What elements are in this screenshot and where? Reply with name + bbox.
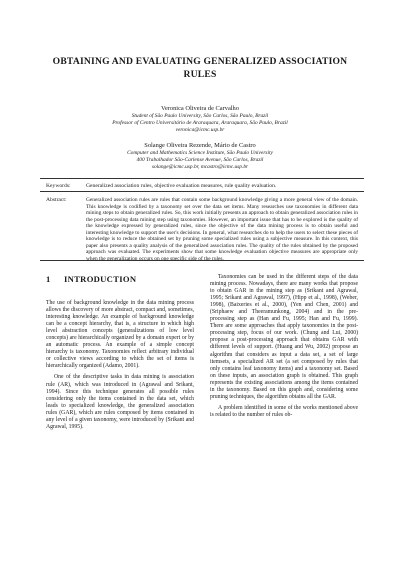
author-affiliation: Student of São Paulo University, São Carlos, São Paulo, Brazil bbox=[131, 113, 269, 119]
author-email: veronica@icmc.usp.br bbox=[175, 127, 225, 133]
body-paragraph: One of the descriptive tasks in data mining is association rule (AR), which was introduced in (Agrawal and Srikant, 1994). Since this technique generates all possible rules considering only the items contained in the data set, which leads to specialized knowledge, the generalized association rules (GAR), which are rules composed by items contained in any level of a given taxonomy, were introduced by (Srikant and Agrawal, 1995). bbox=[46, 374, 194, 430]
left-column bbox=[46, 274, 194, 435]
author-name: Solange Oliveira Rezende, Mário de Castro bbox=[144, 142, 256, 149]
body-paragraph: A problem identified in some of the works mentioned above is related to the number of rules ob- bbox=[210, 404, 358, 418]
author-affiliation: Professor of Centro Universitário de Araraquara, Araraquara, São Paulo, Brazil bbox=[112, 120, 288, 126]
abstract-label: Abstract: bbox=[46, 197, 67, 203]
abstract-text: Generalized association rules are rules that contain some background knowledge giving a more general view of the domain. This knowledge is codified by a taxonomy set over the data set items. Many researches use taxonomies in different data mining steps to obtain generalized rules. So, this work initially presents an approach to obtain generalized association rules in the post-processing data mining step using taxonomies. However, an important issue that has to be explored is the quality of the knowledge expressed by generalized rules, since the objective of the data mining process is to obtain useful and interesting knowledge to support the user's decisions. In general, what researches do to help the users to select these pieces of knowledge is to reduce the obtained set by pruning some specialized rules using a subjective measure. In this context, this paper also presents a quality analysis of the generalized association rules. The quality of the rules obtained by the proposed approach was evaluated. The experiments show that some knowledge evaluation objective measures are appropriate only when the generalization occurs on one specific side of the rules. bbox=[86, 197, 358, 262]
author-name: Veronica Oliveira de Carvalho bbox=[161, 105, 239, 112]
author-block-2 bbox=[40, 142, 360, 171]
section-number: 1 bbox=[46, 274, 51, 284]
keywords-text: Generalized association rules, objective evaluation measures, rule quality evaluation. bbox=[86, 183, 277, 189]
divider-top bbox=[40, 178, 364, 179]
paper-title: OBTAINING AND EVALUATING GENERALIZED ASSOCIATION RULES bbox=[52, 56, 348, 80]
author-affiliation: 400 Trabalhador São-Carlense Avenue, São Carlos, Brazil bbox=[136, 157, 264, 163]
right-column bbox=[210, 274, 358, 423]
body-paragraph: Taxonomies can be used in the different steps of the data mining process. Nowadays, there are many works that propose to obtain GAR in the mining step as (Srikant and Agrawal, 1995; Srikant and Agrawal, 1997), (Hipp et al., 1998), (Weber, 1998), (Baixeries et al., 2000), (Yen and Chen, 2001) and (Sriphaew and Theeramunkong, 2004) and in the pre-processing step as (Han and Fu, 1995; Han and Fu, 1999). There are some approaches that apply taxonomies in the post-processing step, focus of our work. (Chung and Lui, 2000) propose a post-processing approach that obtains GAR with different levels of support. (Huang and Wu, 2002) propose an algorithm that considers as input a data set, a set of large itemsets, a specialized AR set (a set composed by rules that only contains leaf taxonomy items) and a taxonomy set. Based on these inputs, an association graph is obtained. This graph represents the existing associations among the items contained in the taxonomy. Based on this graph and, considering some pruning techniques, the algorithm obtains all the GAR. bbox=[210, 274, 358, 400]
keywords-label: Keywords: bbox=[46, 183, 71, 189]
divider-middle bbox=[40, 191, 364, 192]
section-heading bbox=[46, 274, 194, 284]
section-title: INTRODUCTION bbox=[64, 274, 137, 284]
divider-bottom bbox=[40, 260, 364, 261]
author-email: solange@icmc.usp.br, mcastro@icmc.usp.br bbox=[151, 164, 249, 170]
author-affiliation: Computer and Mathematics Science Institute, São Paulo University bbox=[127, 150, 273, 156]
author-block-1 bbox=[40, 105, 360, 134]
body-paragraph: The use of background knowledge in the data mining process allows the discovery of more abstract, compact and, sometimes, interesting knowledge. An example of background knowledge can be a concept hierarchy, that is, a structure in which high level abstraction concepts (generalizations of low level concepts) are hierarchically organized by a domain expert or by an automatic process. An example of a simple concept hierarchy is taxonomy. Taxonomies reflect arbitrary individual or collective views according to which the set of items is hierarchically organized (Adamo, 2001). bbox=[46, 300, 194, 370]
